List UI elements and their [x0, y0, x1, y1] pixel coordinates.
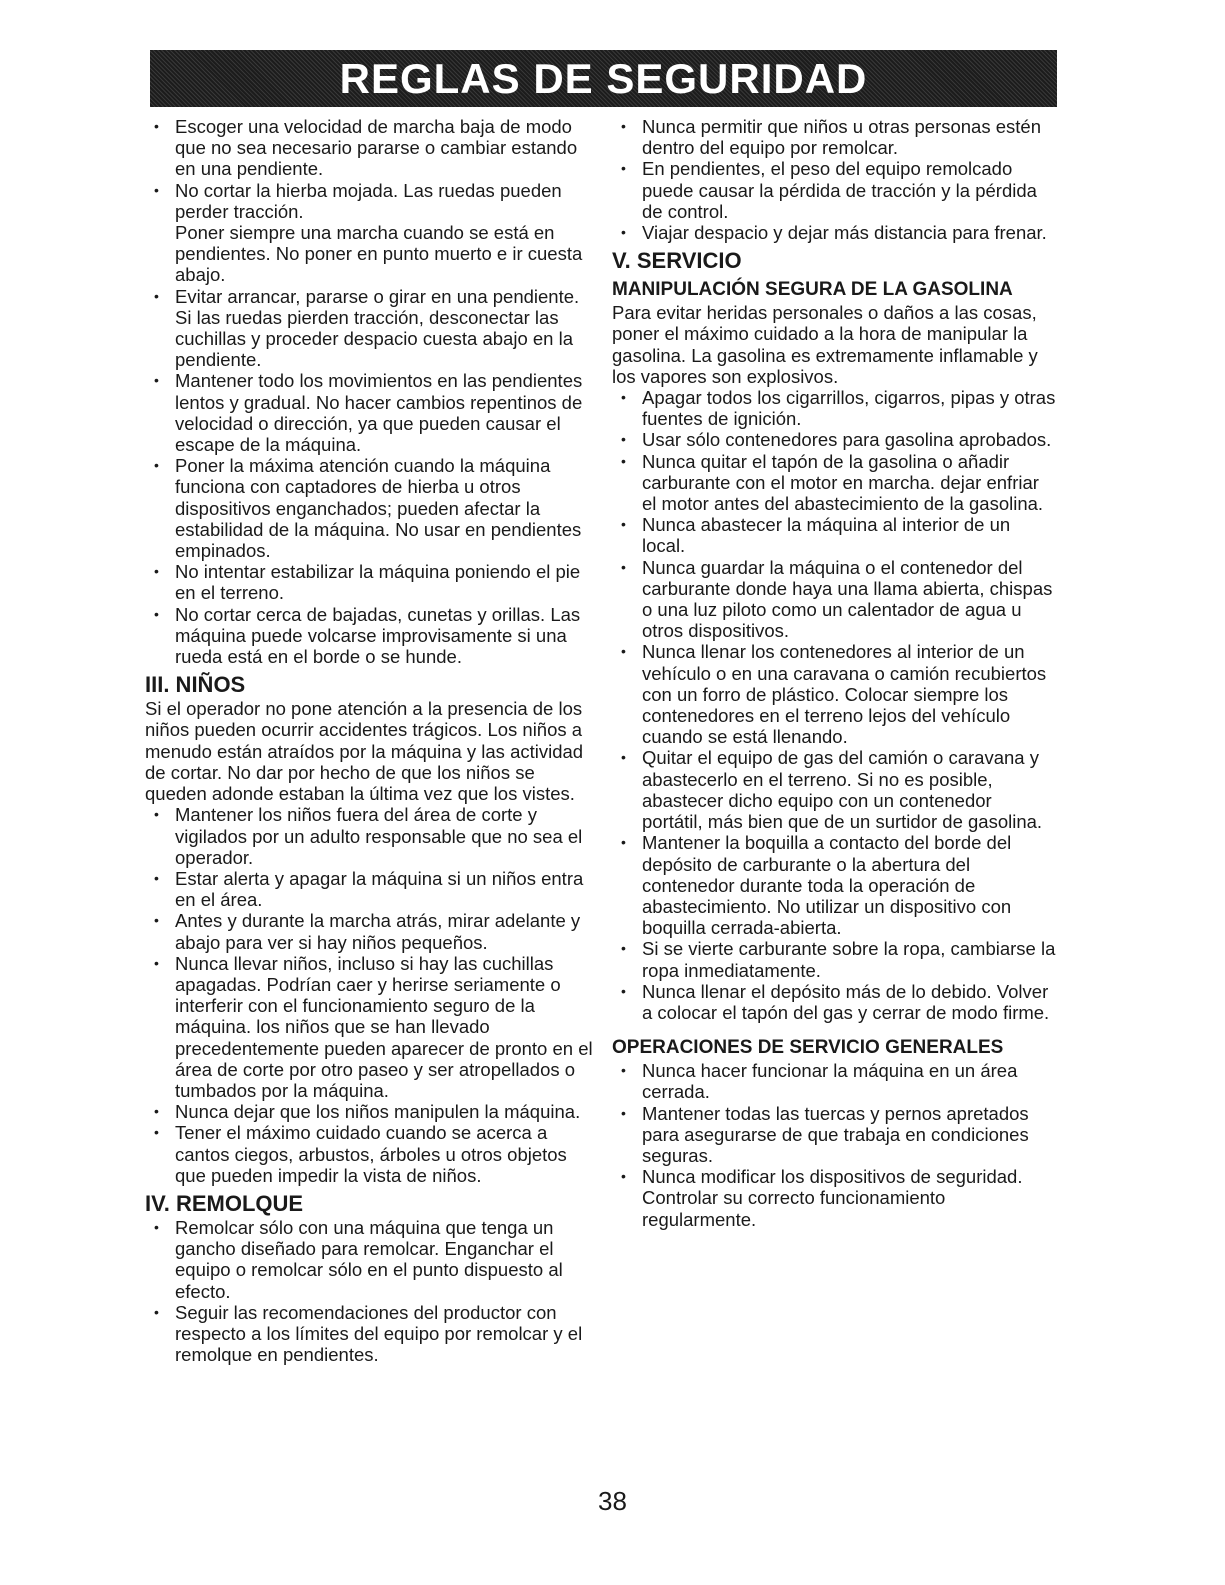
list-item: • Mantener los niños fuera del área de corte y vigilados por un adulto responsable que no sea el operador.: [145, 804, 595, 868]
list-item: • Nunca guardar la máquina o el contenedor del carburante donde haya una llama abierta, chispas o una luz piloto como un calentador de agua u otros dispositivos.: [612, 557, 1057, 642]
list-item: • Nunca quitar el tapón de la gasolina o añadir carburante con el motor en marcha. dejar enfriar el motor antes del abastecimiento de la gasolina.: [612, 451, 1057, 515]
list-item: • Usar sólo contenedores para gasolina aprobados.: [612, 429, 1057, 450]
left-column: [145, 116, 595, 1365]
list-item: • Tener el máximo cuidado cuando se acerca a cantos ciegos, arbustos, árboles u otros objetos que pueden impedir la vista de niños.: [145, 1122, 595, 1186]
section-heading-servicio: V. SERVICIO: [612, 248, 742, 274]
list-item: • Nunca llenar los contenedores al interior de un vehículo o en una caravana o camión recubiertos con un forro de plástico. Colocar siempre los contenedores en el terreno lejos del vehículo cuando se está llenando.: [612, 641, 1057, 747]
list-item: • Nunca hacer funcionar la máquina en un área cerrada.: [612, 1060, 1057, 1102]
list-item: • En pendientes, el peso del equipo remolcado puede causar la pérdida de tracción y la pérdida de control.: [612, 158, 1057, 222]
gasolina-list: [612, 387, 1057, 1023]
list-item: • Mantener la boquilla a contacto del borde del depósito de carburante o la abertura del contenedor durante toda la operación de abastecimiento. No utilizar un dispositivo con boquilla cerrada-abierta.: [612, 832, 1057, 938]
list-item: • Remolcar sólo con una máquina que tenga un gancho diseñado para remolcar. Enganchar el equipo o remolcar sólo en el punto dispuesto al efecto.: [145, 1217, 595, 1302]
page-title: REGLAS DE SEGURIDAD: [339, 54, 868, 102]
list-item: • No intentar estabilizar la máquina poniendo el pie en el terreno.: [145, 561, 595, 603]
ninos-list: [145, 804, 595, 1186]
list-item: • Estar alerta y apagar la máquina si un niños entra en el área.: [145, 868, 595, 910]
subheading-operaciones: OPERACIONES DE SERVICIO GENERALES: [612, 1037, 1004, 1059]
list-item: • Nunca modificar los dispositivos de seguridad. Controlar su correcto funcionamiento regularmente.: [612, 1166, 1057, 1230]
list-item: • Quitar el equipo de gas del camión o caravana y abastecerlo en el terreno. Si no es posible, abastecer dicho equipo con un contenedor portátil, más bien que de un surtidor de gasolina.: [612, 747, 1057, 832]
list-item: • Si se vierte carburante sobre la ropa, cambiarse la ropa inmediatamente.: [612, 938, 1057, 980]
list-item: • Nunca abastecer la máquina al interior de un local.: [612, 514, 1057, 556]
list-item: • Antes y durante la marcha atrás, mirar adelante y abajo para ver si hay niños pequeños.: [145, 910, 595, 952]
list-item: • Nunca dejar que los niños manipulen la máquina.: [145, 1101, 595, 1122]
remolque-list-continued: [612, 116, 1057, 243]
list-item: • Escoger una velocidad de marcha baja de modo que no sea necesario pararse o cambiar estando en una pendiente.: [145, 116, 595, 180]
gasolina-intro: Para evitar heridas personales o daños a las cosas, poner el máximo cuidado a la hora de manipular la gasolina. La gasolina es extremamente inflamable y los vapores son explosivos.: [612, 302, 1038, 387]
remolque-list: [145, 1217, 595, 1365]
list-item: • Mantener todas las tuercas y pernos apretados para asegurarse de que trabaja en condiciones seguras.: [612, 1103, 1057, 1167]
list-item: • Seguir las recomendaciones del productor con respecto a los límites del equipo por remolcar y el remolque en pendientes.: [145, 1302, 595, 1366]
title-banner: [150, 50, 1057, 107]
slope-rules-list: [145, 116, 595, 222]
list-item: • Poner la máxima atención cuando la máquina funciona con captadores de hierba u otros dispositivos enganchados; pueden afectar la estabilidad de la máquina. No usar en pendientes empinados.: [145, 455, 595, 561]
right-column: [612, 116, 1057, 1230]
subheading-gasolina: MANIPULACIÓN SEGURA DE LA GASOLINA: [612, 279, 1013, 301]
list-item: • Nunca llenar el depósito más de lo debido. Volver a colocar el tapón del gas y cerrar de modo firme.: [612, 981, 1057, 1023]
list-item: • Nunca permitir que niños u otras personas estén dentro del equipo por remolcar.: [612, 116, 1057, 158]
list-item: • Mantener todo los movimientos en las pendientes lentos y gradual. No hacer cambios repentinos de velocidad o dirección, ya que pueden causar el escape de la máquina.: [145, 370, 595, 455]
section-heading-remolque: IV. REMOLQUE: [145, 1190, 304, 1216]
section-heading-ninos: III. NIÑOS: [145, 672, 246, 698]
list-item: • No cortar la hierba mojada. Las ruedas pueden perder tracción.: [145, 180, 595, 222]
list-item: • No cortar cerca de bajadas, cunetas y orillas. Las máquina puede volcarse improvisamente si una rueda está en el borde o se hunde.: [145, 604, 595, 668]
list-item: • Nunca llevar niños, incluso si hay las cuchillas apagadas. Podrían caer y herirse seriamente o interferir con el funcionamiento seguro de la máquina. los niños que se han llevado precedentemente pueden aparecer de pronto en el área de corte por otro paseo y ser atropellados o tumbados por la máquina.: [145, 953, 595, 1101]
ninos-intro: Si el operador no pone atención a la presencia de los niños pueden ocurrir accidentes trágicos. Los niños a menudo están atraídos por la máquina y las actividad de cortar. No dar por hecho de que los niños se queden adonde estaban la última vez que los vistes.: [145, 698, 584, 805]
operaciones-list: [612, 1060, 1057, 1230]
continuation-paragraph: Poner siempre una marcha cuando se está en pendientes. No poner en punto muerto e ir cuesta abajo.: [175, 222, 583, 286]
list-item: • Evitar arrancar, pararse o girar en una pendiente. Si las ruedas pierden tracción, desconectar las cuchillas y proceder despacio cuesta abajo en la pendiente.: [145, 286, 595, 371]
list-item: • Apagar todos los cigarrillos, cigarros, pipas y otras fuentes de ignición.: [612, 387, 1057, 429]
page-number: 38: [598, 1486, 627, 1516]
list-item: • Viajar despacio y dejar más distancia para frenar.: [612, 222, 1057, 243]
slope-rules-list-continued: [145, 286, 595, 668]
